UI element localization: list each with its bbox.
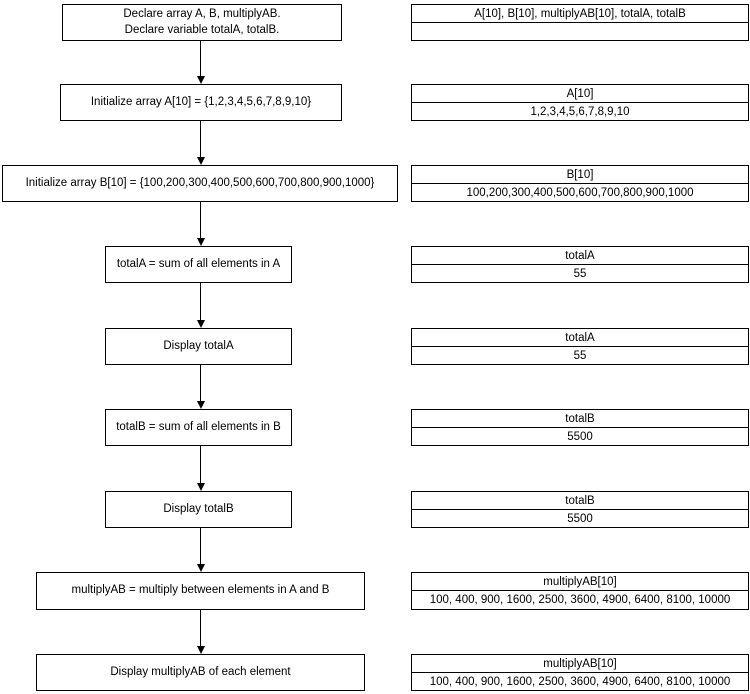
flow-arrow [196,283,205,328]
state-totala-1 [411,246,749,283]
state-value: 100, 400, 900, 1600, 2500, 3600, 4900, 6400, 8100, 10000 [429,675,731,688]
state-value: 55 [573,267,587,280]
step-init-array-a [60,84,342,121]
state-value: 55 [573,349,587,362]
state-header: A[10], B[10], multiplyAB[10], totalA, totalB [412,5,748,23]
step-sum-a [105,246,292,283]
arrow-line [200,41,201,76]
state-value: 100,200,300,400,500,600,700,800,900,1000 [466,186,694,199]
arrow-down-icon [197,76,205,84]
state-value [412,23,748,40]
step-label: Initialize array A[10] = {1,2,3,4,5,6,7,8,9,10} [90,95,312,108]
flow-arrow [196,121,205,165]
step-display-totalb [105,491,292,528]
flow-arrow [196,202,205,246]
state-declare [411,4,749,41]
state-header: totalB [412,410,748,428]
arrow-line [200,610,201,646]
arrow-down-icon [197,157,205,165]
flow-arrow [196,528,205,572]
state-array-a [411,84,749,121]
state-totalb-1 [411,409,749,446]
arrow-down-icon [197,646,205,654]
step-label: totalA = sum of all elements in A [116,257,281,270]
state-header: B[10] [412,166,748,184]
state-header: A[10] [412,85,748,103]
state-multiplyab-2 [411,654,749,691]
arrow-down-icon [197,320,205,328]
step-sum-b [105,409,292,446]
flow-arrow [196,610,205,654]
step-multiply-ab [36,572,365,610]
step-label: Display totalB [163,502,234,515]
arrow-down-icon [197,564,205,572]
state-multiplyab-1 [411,572,749,610]
step-label: Declare array A, B, multiplyAB. [123,7,281,20]
step-label: Display totalA [163,339,234,352]
state-value: 1,2,3,4,5,6,7,8,9,10 [530,105,630,118]
state-value: 100, 400, 900, 1600, 2500, 3600, 4900, 6400, 8100, 10000 [429,594,731,606]
step-display-multiply-ab [36,654,365,691]
arrow-line [200,121,201,157]
arrow-down-icon [197,238,205,246]
state-array-b [411,165,749,202]
state-totala-2 [411,328,749,365]
arrow-line [200,202,201,238]
state-header: totalA [412,329,748,347]
arrow-line [200,528,201,564]
flow-arrow [196,365,205,409]
state-header: totalA [412,247,748,265]
arrow-line [200,446,201,483]
state-header: totalB [412,492,748,510]
state-header: multiplyAB[10] [412,655,748,673]
state-value: 5500 [567,512,593,525]
flow-arrow [196,446,205,491]
arrow-down-icon [197,401,205,409]
arrow-down-icon [197,483,205,491]
step-label: Display multiplyAB of each element [110,665,291,678]
state-header: multiplyAB[10] [412,573,748,591]
step-display-totala [105,328,292,365]
step-label: totalB = sum of all elements in B [116,420,281,433]
arrow-line [200,365,201,401]
step-init-array-b [2,165,398,202]
step-label: Initialize array B[10] = {100,200,300,400,500,600,700,800,900,1000} [25,176,375,189]
step-label: Declare variable totalA, totalB. [124,23,280,36]
arrow-line [200,283,201,320]
state-totalb-2 [411,491,749,528]
step-declare [62,4,342,41]
state-value: 5500 [567,430,593,443]
step-label: multiplyAB = multiply between elements in A and B [71,584,330,597]
flow-arrow [196,41,205,84]
